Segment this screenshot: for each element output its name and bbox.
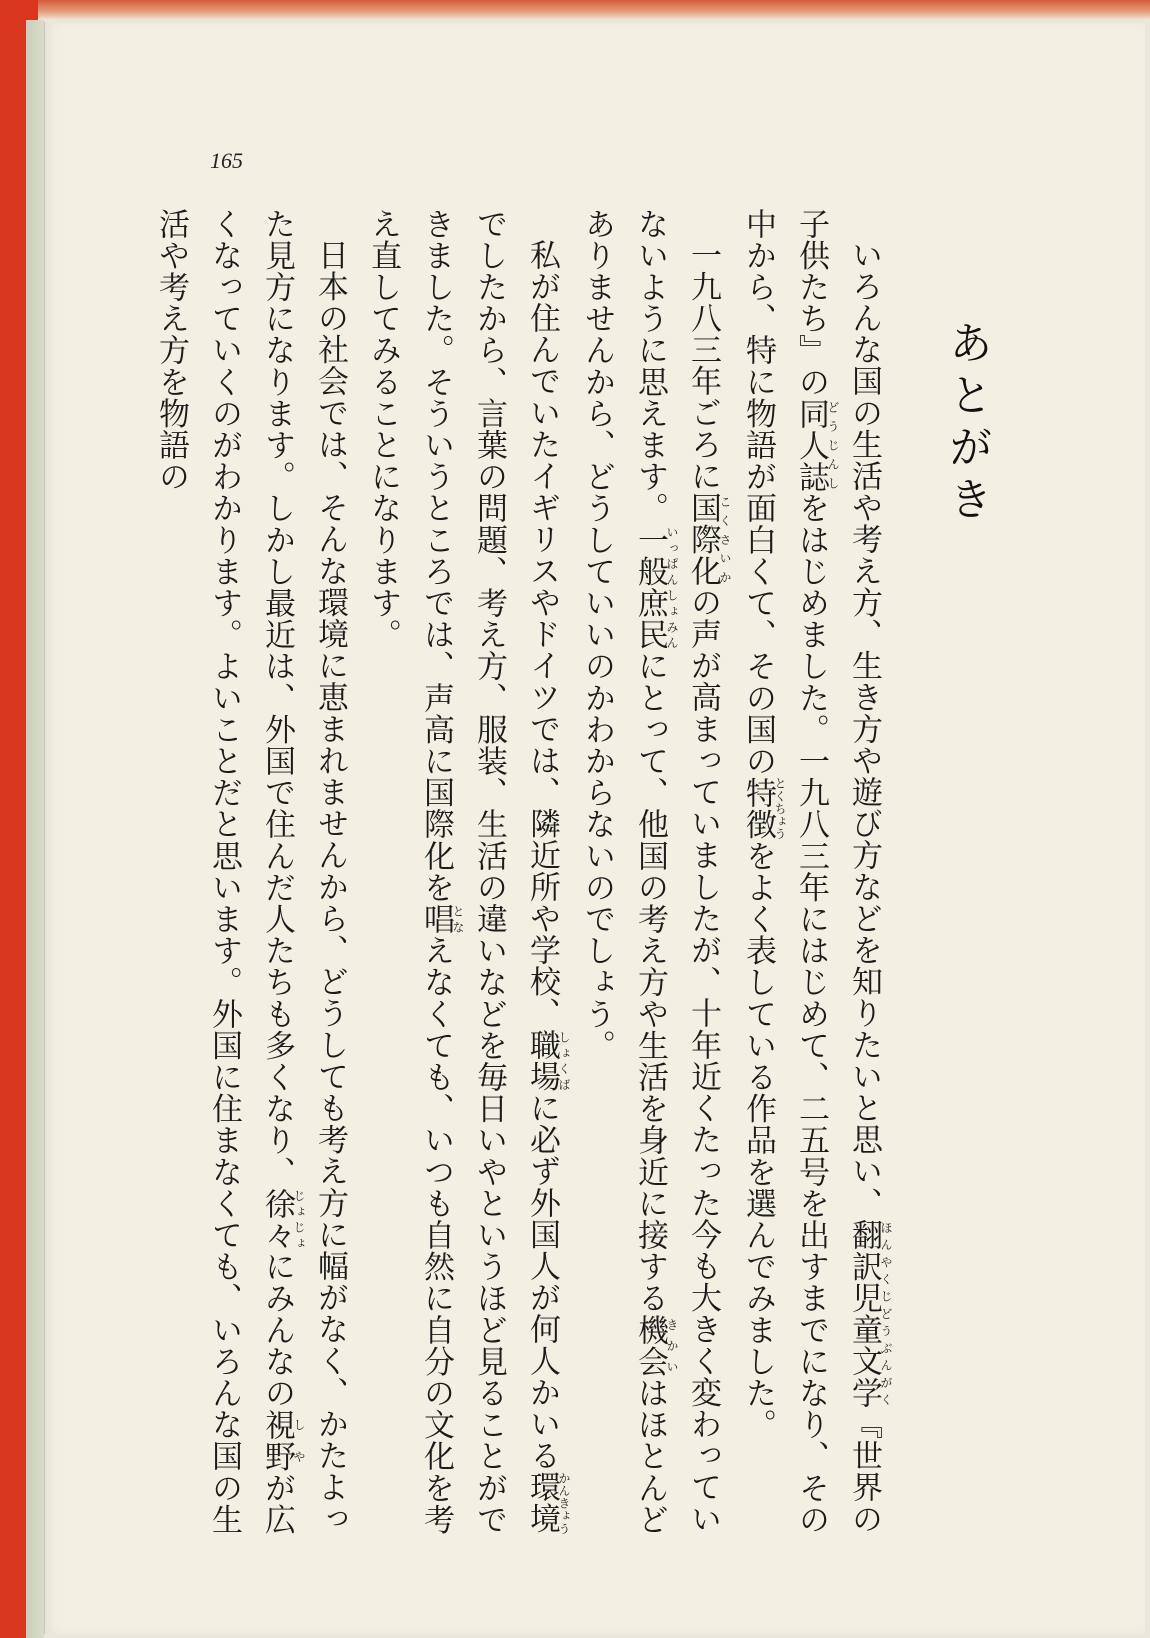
furigana-word: 視野しや: [259, 1408, 306, 1473]
page-number: 165: [210, 148, 243, 173]
furigana-word: 職場しょくば: [524, 1029, 571, 1093]
paragraph: 日本の社会では、そんな環境に恵まれませんから、どうしても考え方に幅がなく、かたよった見方になります。しかし最近は、外国で住んだ人たちも多くなり、徐々じょじょにみんなの視野しやが広くなっていくのがわかります。よいことだと思います。外国に住まなくても、いろんな国の生活や考え方を物語の: [153, 208, 348, 1536]
furigana-word: 徐々じょじょ: [259, 1187, 306, 1251]
paragraph: 私が住んでいたイギリスやドイツでは、隣近所や学校、職場しょくばに必ず外国人が何人かいる環境かんきょうでしたから、言葉の問題、考え方、服装、生活の違いなどを毎日いやというほど見ることができました。そういうところでは、声高に国際化を唱となえなくても、いつも自然に自分の文化を考え直してみることになります。: [365, 208, 571, 1536]
paragraph: 一九八三年ごろに国際化こくさいかの声が高まっていましたが、十年近くたった今も大きく変わっていないように思えます。一般庶民いっぱんしょみんにとって、他国の考え方や生活を身近に接する機会きかいはほとんどありませんから、どうしていいのかわからないのでしょう。: [579, 208, 732, 1536]
furigana-word: 翻訳児童文学ほんやくじどうぶんがく: [846, 1218, 893, 1409]
furigana-word: 同人誌どうじんし: [793, 397, 840, 493]
body-text: [144, 208, 892, 1548]
furigana-word: 機会きかい: [632, 1314, 679, 1378]
page-title: あとがき: [941, 320, 992, 528]
furigana-word: 一般庶民いっぱんしょみん: [632, 524, 679, 651]
paragraph: いろんな国の生活や考え方、生き方や遊び方などを知りたいと思い、翻訳児童文学ほんやくじどうぶんがく『世界の子供たち』の同人誌どうじんしをはじめました。一九八三年にはじめて、二五号を出すまでになり、その中から、特に物語が面白くて、その国の特徴とくちょうをよく表している作品を選んでみました。: [740, 208, 893, 1536]
page-gutter: [26, 20, 44, 1638]
furigana-word: 唱とな: [418, 903, 465, 935]
furigana-word: 国際化こくさいか: [685, 491, 732, 587]
furigana-word: 特徴とくちょう: [740, 776, 787, 841]
furigana-word: 環境かんきょう: [524, 1471, 571, 1535]
book-top-edge: [0, 0, 1150, 20]
